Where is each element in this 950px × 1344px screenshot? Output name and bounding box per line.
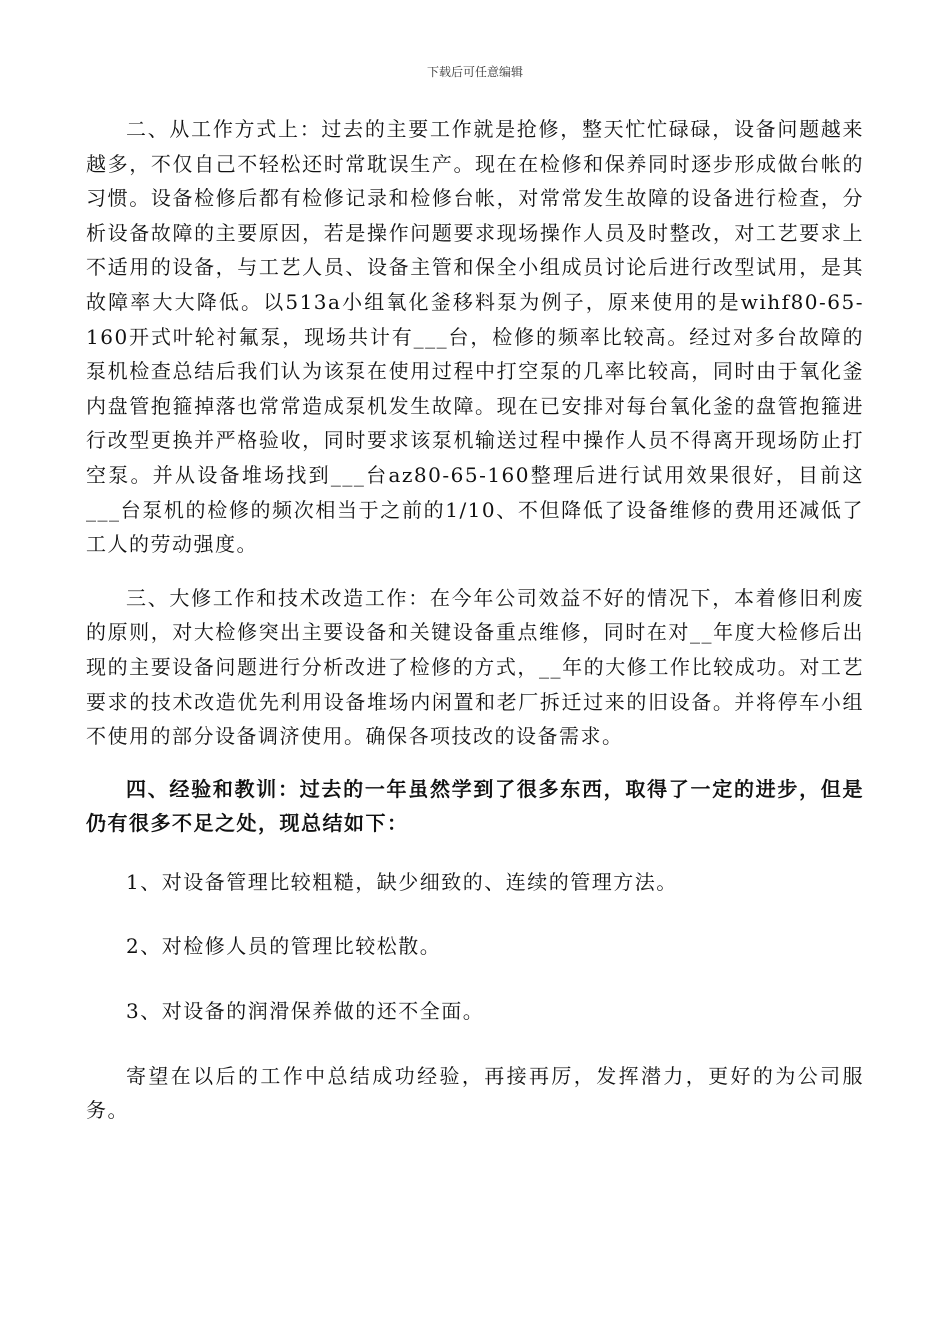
paragraph-work-method: 二、从工作方式上：过去的主要工作就是抢修，整天忙忙碌碌，设备问题越来越多，不仅自己不轻松还时常耽误生产。现在在检修和保养同时逐步形成做台帐的习惯。设备检修后都有检修记录和检修台帐，对常常发生故障的设备进行检查，分析设备故障的主要原因，若是操作问题要求现场操作人员及时整改，对工艺要求上不适用的设备，与工艺人员、设备主管和保全小组成员讨论后进行改型试用，是其故障率大大降低。以513a小组氧化釜移料泵为例子，原来使用的是wihf80-65-160开式叶轮衬氟泵，现场共计有___台，检修的频率比较高。经过对多台故障的泵机检查总结后我们认为该泵在使用过程中打空泵的几率比较高，同时由于氧化釜内盘管抱箍掉落也常常造成泵机发生故障。现在已安排对每台氧化釜的盘管抱箍进行改型更换并严格验收，同时要求该泵机输送过程中操作人员不得离开现场防止打空泵。并从设备堆场找到___台az80-65-160整理后进行试用效果很好，目前这___台泵机的检修的频次相当于之前的1/10、不但降低了设备维修的费用还减低了工人的劳动强度。 [86, 117, 864, 557]
document-body [86, 112, 864, 1128]
paragraph-overhaul: 三、大修工作和技术改造工作：在今年公司效益不好的情况下，本着修旧利废的原则，对大检修突出主要设备和关键设备重点维修，同时在对__年度大检修后出现的主要设备问题进行分析改进了检修的方式，__年的大修工作比较成功。对工艺要求的技术改造优先利用设备堆场内闲置和老厂拆迁过来的旧设备。并将停车小组不使用的部分设备调济使用。确保各项技改的设备需求。 [86, 585, 864, 749]
list-item: 2、对检修人员的管理比较松散。 [126, 934, 442, 959]
list-item: 1、对设备管理比较粗糙，缺少细致的、连续的管理方法。 [126, 869, 678, 894]
list-item: 3、对设备的润滑保养做的还不全面。 [126, 999, 485, 1024]
shortcomings-list [86, 865, 864, 1029]
paragraph-lessons-heading: 四、经验和教训：过去的一年虽然学到了很多东西，取得了一定的进步，但是仍有很多不足之处，现总结如下： [86, 776, 864, 836]
page-header: 下载后可任意编辑 [426, 65, 523, 79]
closing-paragraph: 寄望在以后的工作中总结成功经验，再接再厉，发挥潜力，更好的为公司服务。 [86, 1063, 864, 1123]
